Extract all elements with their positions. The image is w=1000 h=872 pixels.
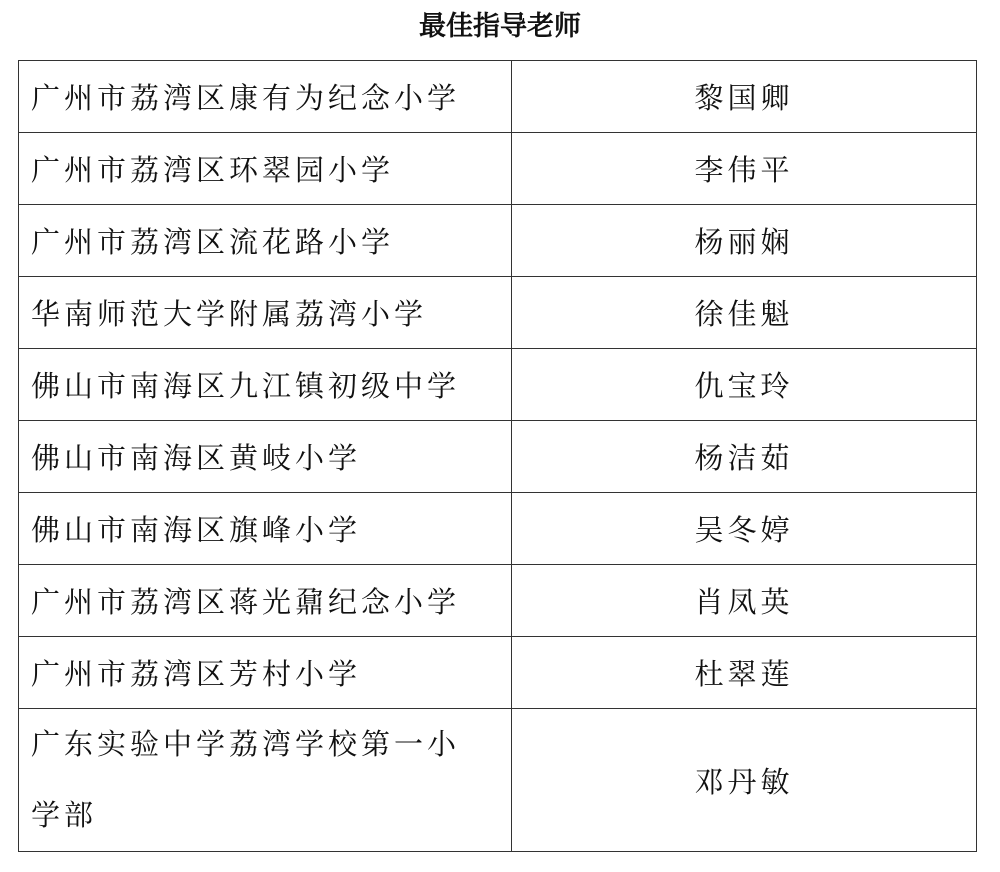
school-cell: 广州市荔湾区环翠园小学 — [19, 133, 512, 205]
table-row — [19, 277, 977, 349]
table-row — [19, 421, 977, 493]
table-row — [19, 349, 977, 421]
school-cell — [19, 709, 512, 852]
school-cell: 佛山市南海区黄岐小学 — [19, 421, 512, 493]
teacher-cell: 徐佳魁 — [512, 277, 977, 349]
teacher-cell: 杨丽娴 — [512, 205, 977, 277]
table-row — [19, 133, 977, 205]
school-cell-text: 广东实验中学荔湾学校第一小学部 — [31, 727, 461, 832]
school-cell: 佛山市南海区九江镇初级中学 — [19, 349, 512, 421]
school-cell: 广州市荔湾区流花路小学 — [19, 205, 512, 277]
teacher-cell: 吴冬婷 — [512, 493, 977, 565]
table-row — [19, 205, 977, 277]
table-row — [19, 565, 977, 637]
school-cell: 华南师范大学附属荔湾小学 — [19, 277, 512, 349]
school-cell: 佛山市南海区旗峰小学 — [19, 493, 512, 565]
school-cell: 广州市荔湾区蒋光鼐纪念小学 — [19, 565, 512, 637]
teacher-cell: 李伟平 — [512, 133, 977, 205]
table-row — [19, 709, 977, 852]
school-cell: 广州市荔湾区康有为纪念小学 — [19, 61, 512, 133]
teacher-cell: 仇宝玲 — [512, 349, 977, 421]
table-row — [19, 61, 977, 133]
teacher-table — [18, 60, 977, 852]
teacher-cell: 黎国卿 — [512, 61, 977, 133]
teacher-cell: 杜翠莲 — [512, 637, 977, 709]
table-row — [19, 637, 977, 709]
table-row — [19, 493, 977, 565]
page-title: 最佳指导老师 — [419, 11, 581, 42]
teacher-cell: 杨洁茹 — [512, 421, 977, 493]
teacher-cell: 邓丹敏 — [512, 709, 977, 852]
school-cell: 广州市荔湾区芳村小学 — [19, 637, 512, 709]
teacher-cell: 肖凤英 — [512, 565, 977, 637]
